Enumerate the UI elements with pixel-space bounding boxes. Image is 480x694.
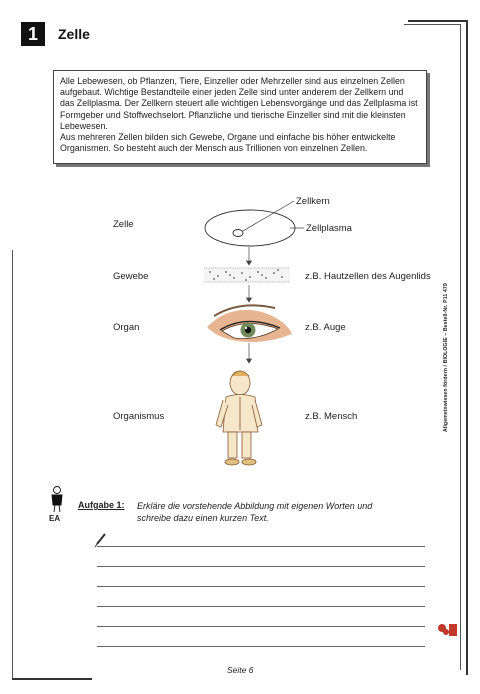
- writing-line[interactable]: [97, 586, 425, 587]
- page-number: Seite 6: [227, 665, 254, 675]
- task-label: Aufgabe 1:: [78, 500, 125, 510]
- tissue-drawing: [204, 268, 290, 282]
- label-gewebe-example: z.B. Hautzellen des Augenlids: [305, 271, 431, 282]
- label-zellplasma: Zellplasma: [306, 223, 352, 234]
- student-icon: [52, 487, 62, 513]
- publisher-logo: [436, 620, 458, 640]
- label-zellkern: Zellkern: [296, 196, 330, 207]
- info-paragraph-2: Aus mehreren Zellen bilden sich Gewebe, Organe und einfache bis höher entwickelte Organismen. So besteht auch der Mensch aus Trillionen von einzelnen Zellen.: [60, 132, 396, 154]
- label-organismus-example: z.B. Mensch: [305, 411, 358, 422]
- task-text: Erkläre die vorstehende Abbildung mit eigenen Worten und schreibe dazu einen kurzen Text.: [137, 501, 373, 523]
- writing-line[interactable]: [97, 606, 425, 607]
- label-gewebe: Gewebe: [113, 271, 149, 282]
- chapter-number: 1: [21, 22, 45, 46]
- label-organismus: Organismus: [113, 411, 165, 422]
- info-paragraph-1: Alle Lebewesen, ob Pflanzen, Tiere, Einzeller oder Mehrzeller sind aus einzelnen Zellen aufgebaut. Wichtige Bestandteile einer jeden Zelle sind unter anderem der Zellkern und das Zellplasma. Der Zellkern steuert alle wichtigen Lebensvorgänge und das Zellplasma ist Formgeber und Stoffwechselort. Pflanzliche und tierische Einzeller sind mit die kleinsten Lebewesen.: [60, 76, 418, 131]
- eye-drawing: [207, 305, 292, 342]
- writing-line[interactable]: [97, 546, 425, 547]
- side-order-text: Allgemeinwissen fördern / BIOLOGIE – Bestell-Nr. P11 479: [443, 283, 449, 432]
- cell-drawing: [205, 210, 295, 246]
- writing-line[interactable]: [97, 566, 425, 567]
- writing-line[interactable]: [97, 646, 425, 647]
- writing-line[interactable]: [97, 626, 425, 627]
- nucleus-drawing: [233, 230, 243, 237]
- label-organ-example: z.B. Auge: [305, 322, 346, 333]
- label-organ: Organ: [113, 322, 140, 333]
- person-drawing: [216, 371, 262, 465]
- label-zelle: Zelle: [113, 219, 134, 230]
- ea-label: EA: [49, 514, 61, 523]
- page-title: Zelle: [58, 26, 90, 42]
